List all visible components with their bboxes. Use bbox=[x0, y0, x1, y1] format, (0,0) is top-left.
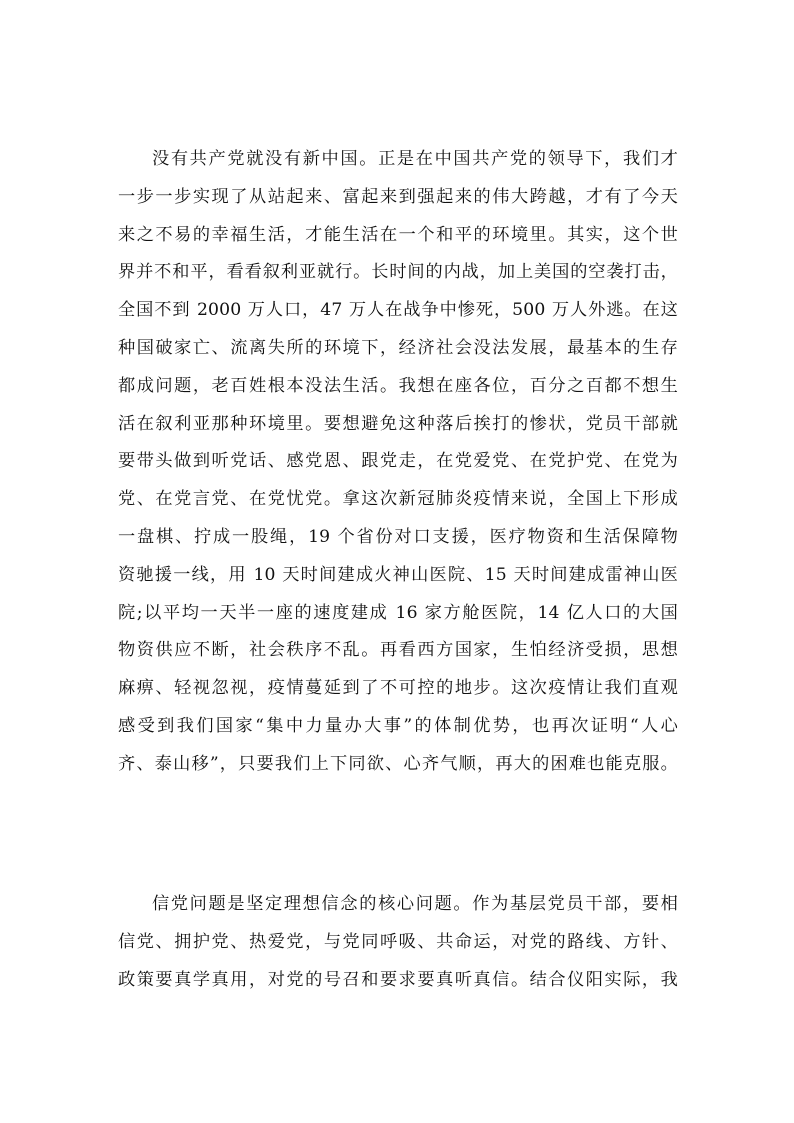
text-line: 物资供应不断，社会秩序不乱。再看西方国家，生怕经济受损，思想 bbox=[118, 640, 678, 661]
text-line: 都成问题，老百姓根本没法生活。我想在座各位，百分之百都不想生 bbox=[118, 375, 678, 396]
text-line: 全国不到 2000 万人口，47 万人在战争中惨死，500 万人外逃。在这 bbox=[118, 300, 678, 321]
text-line: 信党、拥护党、热爱党，与党同呼吸、共命运，对党的路线、方针、 bbox=[118, 931, 678, 952]
text-line: 党、在党言党、在党忧党。拿这次新冠肺炎疫情来说，全国上下形成 bbox=[118, 489, 678, 510]
text-line: 没有共产党就没有新中国。正是在中国共产党的领导下，我们才 bbox=[152, 149, 678, 169]
text-line: 麻痹、轻视忽视，疫情蔓延到了不可控的地步。这次疫情让我们直观 bbox=[118, 678, 678, 699]
text-line: 界并不和平，看看叙利亚就行。长时间的内战，加上美国的空袭打击， bbox=[118, 262, 678, 283]
text-line: 一盘棋、拧成一股绳，19 个省份对口支援，医疗物资和生活保障物 bbox=[118, 526, 678, 547]
text-line: 感受到我们国家“集中力量办大事”的体制优势，也再次证明“人心 bbox=[118, 715, 678, 736]
text-line: 院;以平均一天半一座的速度建成 16 家方舱医院，14 亿人口的大国 bbox=[118, 602, 678, 623]
text-line: 政策要真学真用，对党的号召和要求要真听真信。结合仪阳实际，我 bbox=[118, 969, 678, 990]
text-line: 要带头做到听党话、感党恩、跟党走，在党爱党、在党护党、在党为 bbox=[118, 451, 678, 472]
text-line: 种国破家亡、流离失所的环境下，经济社会没法发展，最基本的生存 bbox=[118, 337, 678, 358]
paragraph-1 bbox=[118, 141, 678, 784]
text-line: 来之不易的幸福生活，才能生活在一个和平的环境里。其实，这个世 bbox=[118, 224, 678, 245]
text-line: 齐、泰山移”，只要我们上下同欲、心齐气顺，再大的困难也能克服。 bbox=[118, 753, 678, 774]
text-line: 一步一步实现了从站起来、富起来到强起来的伟大跨越，才有了今天 bbox=[118, 186, 678, 207]
text-line: 资驰援一线，用 10 天时间建成火神山医院、15 天时间建成雷神山医 bbox=[118, 564, 678, 585]
paragraph-2 bbox=[118, 886, 678, 999]
text-line: 活在叙利亚那种环境里。要想避免这种落后挨打的惨状，党员干部就 bbox=[118, 413, 678, 434]
text-line: 信党问题是坚定理想信念的核心问题。作为基层党员干部，要相 bbox=[152, 894, 678, 914]
